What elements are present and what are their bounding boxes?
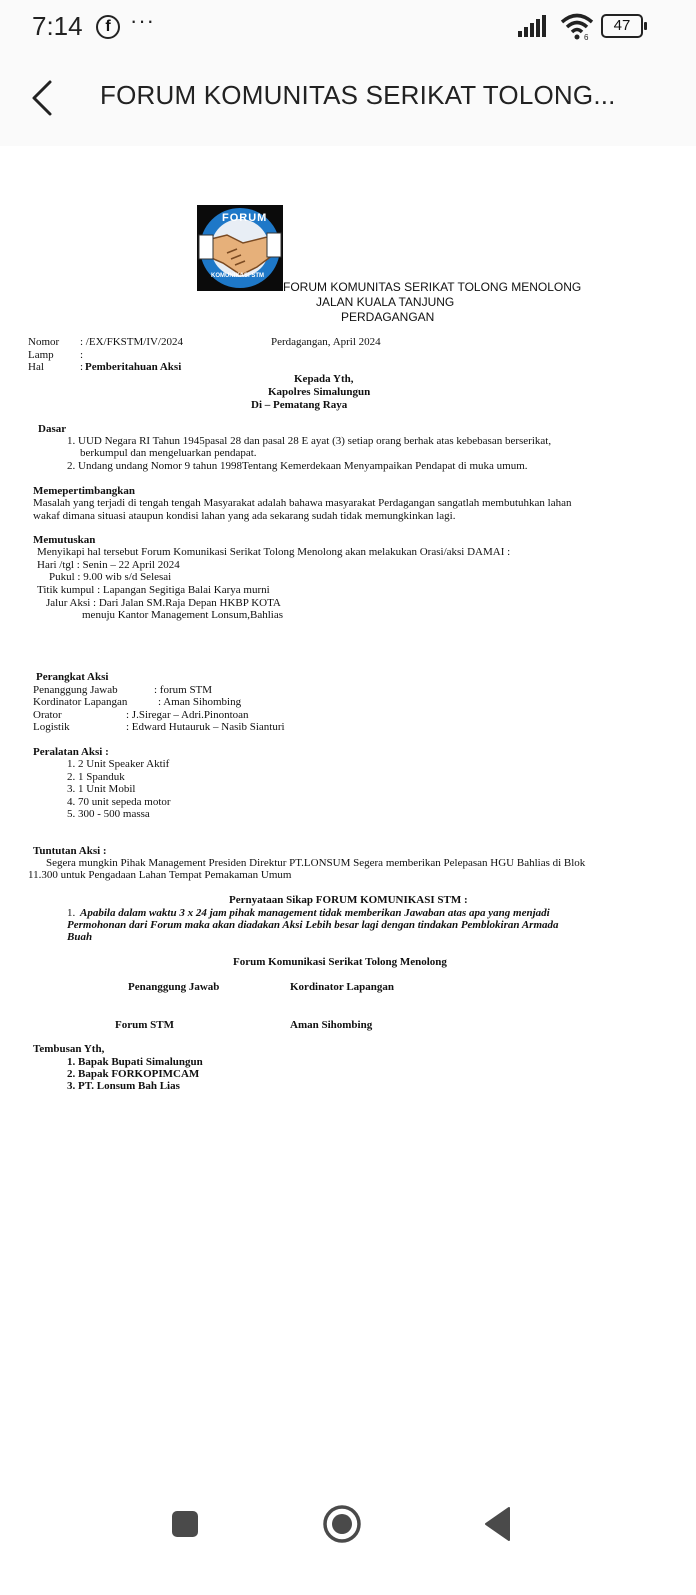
signal-icon	[518, 15, 550, 37]
lamp-value: :	[80, 349, 84, 361]
forum-logo	[197, 205, 283, 291]
pernyataan-line-2: Permohonan dari Forum maka akan diadakan Aksi Lebih besar lagi dengan tindakan Pemblokiran Armada	[67, 919, 559, 931]
peralatan-item-2: 2. 1 Spanduk	[67, 771, 125, 783]
jalur-aksi-row-2: menuju Kantor Management Lonsum,Bahlias	[82, 609, 284, 621]
tembusan-title: Tembusan Yth,	[33, 1043, 105, 1055]
tembusan-item-2: 2. Bapak FORKOPIMCAM	[67, 1068, 200, 1080]
menimbang-line-2: wakaf dimana situasi ataupun kondisi lahan yang ada sekarang sudah tidak memungkinkan lagi.	[33, 510, 456, 522]
peralatan-item-3: 3. 1 Unit Mobil	[67, 783, 136, 795]
home-circle-icon[interactable]	[322, 1504, 362, 1544]
back-triangle-icon[interactable]	[483, 1506, 513, 1542]
status-time: 7:14	[32, 11, 83, 41]
document-page	[0, 146, 696, 1486]
battery-icon: 47	[601, 14, 643, 38]
perangkat-title: Perangkat Aksi	[36, 671, 109, 683]
dasar-item-1-line-2: berkumpul dan mengeluarkan pendapat.	[80, 447, 257, 459]
navigation-bar	[0, 1486, 696, 1595]
menimbang-line-1: Masalah yang terjadi di tengah tengah Masyarakat adalah bahawa masyarakat Perdagangan sangatlah membutuhkan lahan	[33, 497, 572, 509]
pernyataan-line-3: Buah	[67, 931, 93, 943]
back-arrow-icon[interactable]	[28, 78, 58, 118]
more-notifications-icon: ···	[130, 8, 155, 33]
logo-top-text: FORUM	[222, 212, 268, 224]
lamp-label: Lamp	[28, 349, 54, 361]
signature-role-right: Kordinator Lapangan	[290, 981, 395, 993]
peralatan-item-4: 4. 70 unit sepeda motor	[67, 796, 171, 808]
nomor-value: : /EX/FKSTM/IV/2024	[80, 336, 183, 348]
dasar-title: Dasar	[38, 423, 67, 435]
signature-name-left: Forum STM	[115, 1019, 174, 1031]
memutuskan-intro: Menyikapi hal tersebut Forum Komunikasi Serikat Tolong Menolong akan melakukan Orasi/aksi DAMAI :	[37, 546, 511, 558]
pernyataan-line-1: Apabila dalam waktu 3 x 24 jam pihak management tidak memberikan Jawaban atas apa yang menjadi	[80, 907, 550, 919]
recipient-line-1: Kepada Yth,	[294, 373, 354, 385]
tembusan-item-3: 3. PT. Lonsum Bah Lias	[67, 1080, 180, 1092]
signature-org: Forum Komunikasi Serikat Tolong Menolong	[233, 956, 447, 968]
jalur-aksi-row: Jalur Aksi : Dari Jalan SM.Raja Depan HKBP KOTA	[46, 597, 281, 609]
perangkat-value-4: : Edward Hutauruk – Nasib Sianturi	[126, 721, 285, 733]
menimbang-title: Memepertimbangkan	[33, 485, 136, 497]
logo-bottom-text: KOMUNIKASI STM	[211, 273, 264, 279]
perangkat-label-3: Orator	[33, 709, 62, 721]
pukul-row: Pukul : 9.00 wib s/d Selesai	[49, 571, 172, 583]
titik-kumpul-row: Titik kumpul : Lapangan Segitiga Balai Karya murni	[37, 584, 270, 596]
dasar-item-2: 2. Undang undang Nomor 9 tahun 1998Tentang Kemerdekaan Menyampaikan Pendapat di muka umum.	[67, 460, 528, 472]
status-bar	[0, 0, 696, 50]
hari-row: Hari /tgl : Senin – 22 April 2024	[37, 559, 180, 571]
recents-square-icon[interactable]	[170, 1509, 200, 1539]
signature-name-right: Aman Sihombing	[290, 1019, 373, 1031]
recipient-line-3: Di – Pematang Raya	[251, 399, 348, 411]
hal-label: Hal	[28, 361, 44, 373]
hal-colon: :	[80, 361, 84, 373]
letterhead-line-3: PERDAGANGAN	[341, 310, 435, 324]
memutuskan-title: Memutuskan	[33, 534, 96, 546]
perangkat-label-4: Logistik	[33, 721, 70, 733]
svg-text:6: 6	[584, 33, 589, 40]
tuntutan-line-1: Segera mungkin Pihak Management Presiden Direktur PT.LONSUM Segera memberikan Pelepasan HGU Bahlias di Blok	[46, 857, 586, 869]
perangkat-value-1: : forum STM	[154, 684, 213, 696]
recipient-line-2: Kapolres Simalungun	[268, 386, 371, 398]
hal-value: Pemberitahuan Aksi	[85, 361, 182, 373]
peralatan-title: Peralatan Aksi :	[33, 746, 109, 758]
nomor-label: Nomor	[28, 336, 60, 348]
pernyataan-number: 1.	[67, 907, 76, 919]
peralatan-item-1: 1. 2 Unit Speaker Aktif	[67, 758, 170, 770]
facebook-icon: f	[96, 15, 120, 39]
tuntutan-line-2: 11.300 untuk Pengadaan Lahan Tempat Pemakaman Umum	[28, 869, 292, 881]
place-date: Perdagangan, April 2024	[271, 336, 381, 348]
wifi-icon	[560, 12, 594, 40]
perangkat-value-2: : Aman Sihombing	[158, 696, 242, 708]
pernyataan-title: Pernyataan Sikap FORUM KOMUNIKASI STM :	[229, 894, 468, 906]
perangkat-label-1: Penanggung Jawab	[33, 684, 118, 696]
signature-role-left: Penanggung Jawab	[128, 981, 220, 993]
peralatan-item-5: 5. 300 - 500 massa	[67, 808, 150, 820]
app-bar	[0, 50, 696, 146]
document-title: FORUM KOMUNITAS SERIKAT TOLONG...	[100, 80, 616, 110]
letterhead-line-2: JALAN KUALA TANJUNG	[316, 295, 455, 309]
tembusan-item-1: 1. Bapak Bupati Simalungun	[67, 1056, 203, 1068]
tuntutan-title: Tuntutan Aksi :	[33, 845, 107, 857]
perangkat-label-2: Kordinator Lapangan	[33, 696, 128, 708]
perangkat-value-3: : J.Siregar – Adri.Pinontoan	[126, 709, 249, 721]
letterhead-line-1: FORUM KOMUNITAS SERIKAT TOLONG MENOLONG	[283, 280, 582, 294]
dasar-item-1-line-1: 1. UUD Negara RI Tahun 1945pasal 28 dan pasal 28 E ayat (3) setiap orang berhak atas kebebasan berserikat,	[67, 435, 552, 447]
